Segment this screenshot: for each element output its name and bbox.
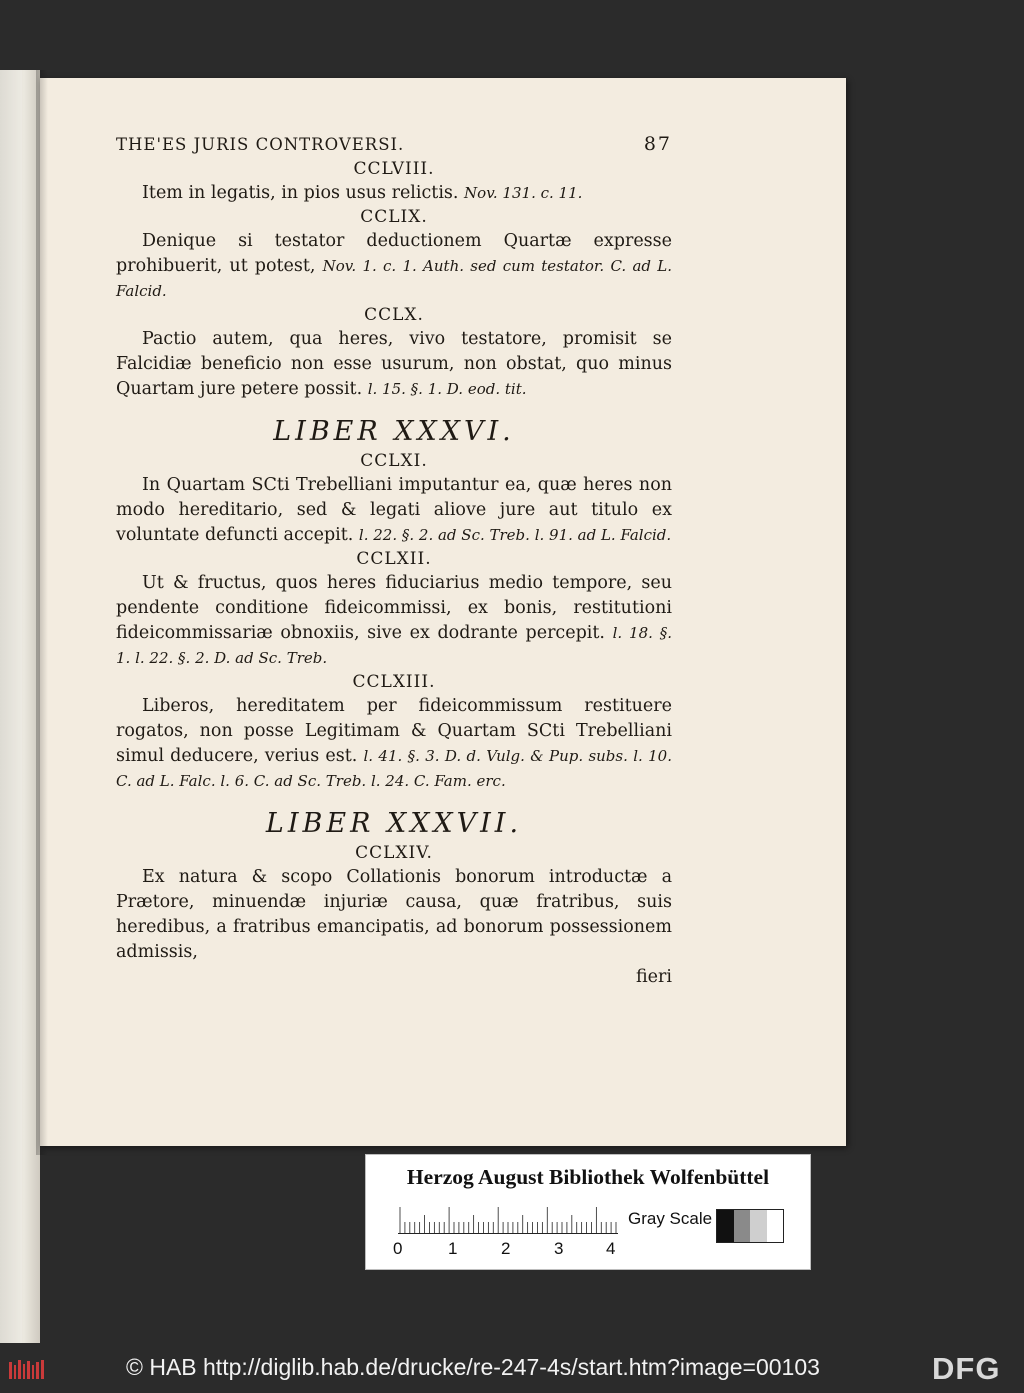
section-numeral: CCLXIII. [352,672,436,692]
thesis-text: In Quartam SCti Trebelliani imputantur ea, quæ heres non modo hereditario, sed & legati aliove jure aut titulo ex voluntate defuncti accepit. [116,475,672,545]
page-text-block [116,131,672,990]
thesis-text: Ex natura & scopo Collationis bonorum introductæ a Prætore, minuendæ injuriæ causa, quæ fratribus, suis heredibus, a fratribus emancipatis, ad bonorum possessionem admissis, [116,867,672,962]
legal-citation: Nov. 131. c. 11. [464,184,583,202]
section-numeral: CCLXII. [356,549,432,569]
legal-citation: l. 41. §. 3. D. d. Vulg. & Pup. subs. l. 10. C. ad L. Falc. l. 6. C. ad Sc. Treb. l. 24. C. Fam. erc. [116,747,672,790]
text-sections [116,158,672,990]
ruler-number-2: 2 [501,1239,511,1258]
section-numeral: CCLXI. [360,451,428,471]
book-heading: LIBER XXXVI. [273,416,515,447]
legal-citation: Nov. 1. c. 1. Auth. sed cum testator. C. ad L. Falcid. [116,257,672,300]
running-title: THE'ES JURIS CONTROVERSI. [116,135,405,154]
legal-citation: l. 18. §. 1. l. 22. §. 2. D. ad Sc. Treb. [116,624,672,667]
thesis-paragraph [116,571,672,671]
catchword: fieri [636,967,672,987]
hab-logo-icon[interactable] [8,1359,48,1381]
section-numeral: CCLVIII. [353,159,435,179]
gray-scale-label: Gray Scale [628,1209,713,1228]
thesis-text: Ut & fructus, quos heres fiduciarius medio tempore, seu pendente conditione fideicommissi, ex bonis, restitutioni fideicommissariæ obnoxiis, sive ex dodrante percepit. [116,573,672,643]
section-numeral: CCLX. [364,305,424,325]
thesis-paragraph [116,473,672,548]
scale-ruler [398,1207,618,1234]
viewer-footer [0,1343,1024,1393]
thesis-paragraph [116,327,672,402]
book-heading: LIBER XXXVII. [265,808,523,839]
thesis-text: Item in legatis, in pios usus relictis. [142,183,465,203]
thesis-text: Liberos, hereditatem per fideicommissum restituere rogatos, non posse Legitimam & Quartam SCti Trebelliani simul deducere, verius est. [116,696,672,766]
library-name: Herzog August Bibliothek Wolfenbüttel [406,1165,770,1189]
page-number: 87 [643,133,672,155]
color-calibration-strip [365,1154,811,1270]
legal-citation: l. 22. §. 2. ad Sc. Treb. l. 91. ad L. Falcid. [358,526,672,544]
thesis-paragraph [116,865,672,965]
gray-scale-swatches [716,1209,784,1243]
dfg-logo[interactable]: DFG [932,1351,1001,1386]
facing-page-highlight [0,70,22,1360]
copyright-url[interactable]: © HAB http://diglib.hab.de/drucke/re-247-4s/start.htm?image=00103 [126,1354,820,1380]
thesis-paragraph [116,229,672,304]
ruler-number-3: 3 [554,1239,564,1258]
ruler-ticks [398,1207,618,1233]
thesis-paragraph [116,694,672,794]
running-head [116,131,672,158]
gray-swatch [750,1210,767,1242]
gray-swatch [767,1210,784,1242]
gutter-shadow [36,70,48,1155]
section-numeral: CCLXIV. [355,843,433,863]
gray-swatch [717,1210,734,1242]
ruler-number-1: 1 [448,1239,458,1258]
thesis-text: Denique si testator deductionem Quartæ expresse prohibuerit, ut potest, [116,231,672,276]
legal-citation: l. 15. §. 1. D. eod. tit. [367,380,527,398]
ruler-number-4: 4 [606,1239,616,1258]
ruler-number-0: 0 [393,1239,403,1258]
gray-swatch [734,1210,751,1242]
section-numeral: CCLIX. [360,207,428,227]
thesis-paragraph [116,181,672,206]
thesis-text: Pactio autem, qua heres, vivo testatore, promisit se Falcidiæ beneficio non esse usurum, non obstat, quo minus Quartam jure petere possit. [116,329,672,399]
